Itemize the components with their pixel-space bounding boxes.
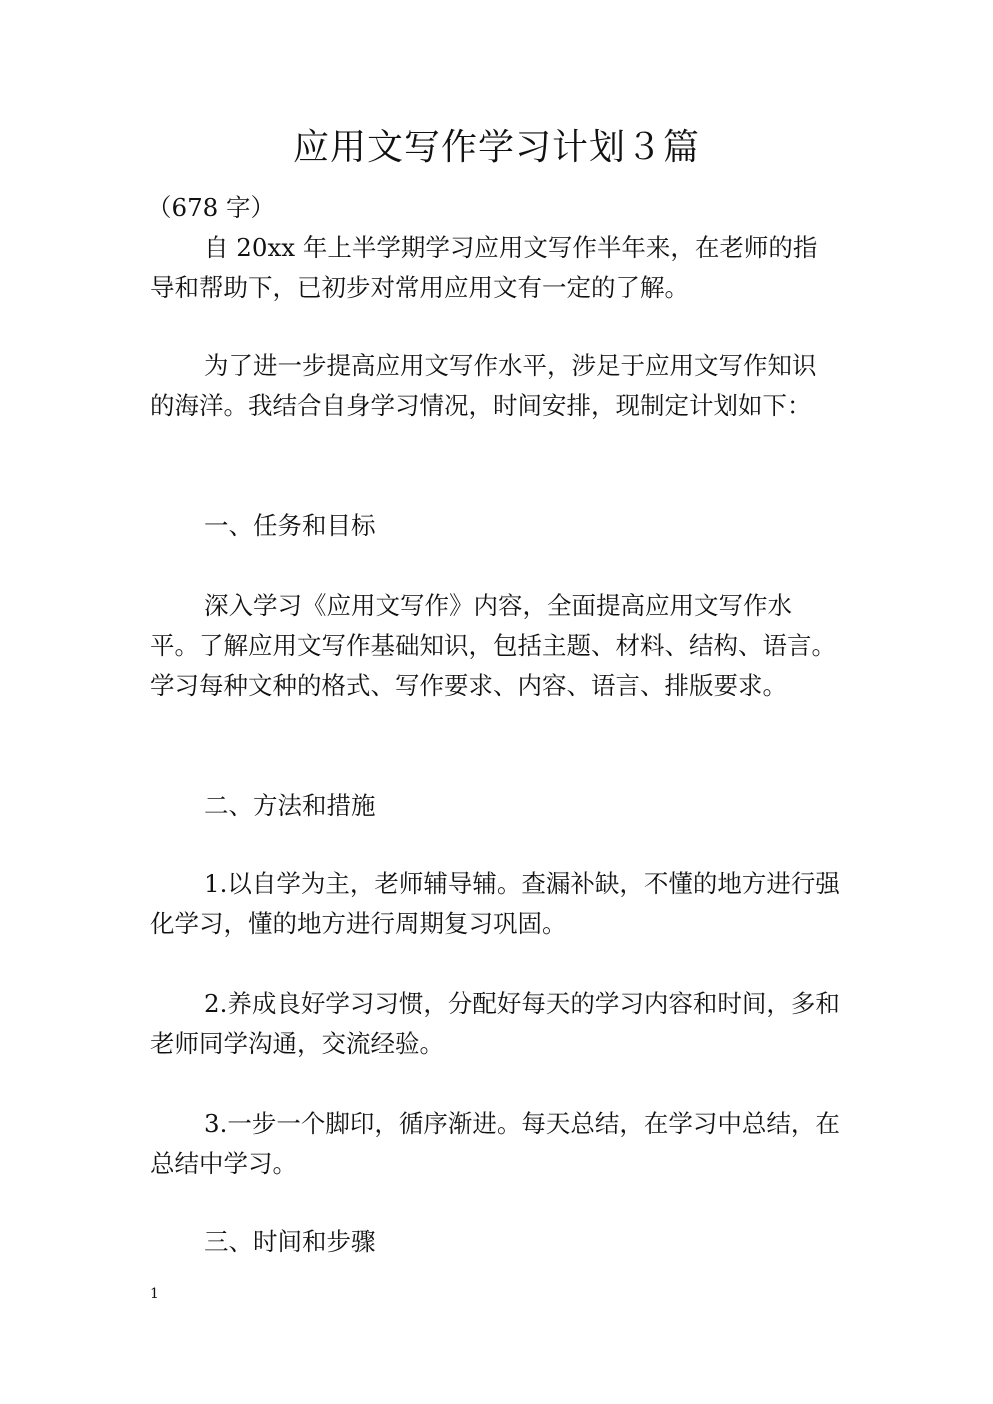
page-number: 1	[150, 1286, 159, 1302]
method-item-2: 2.养成良好学习习惯，分配好每天的学习内容和时间，多和老师同学沟通，交流经验。	[150, 989, 840, 1058]
paragraph-intro: 自 20xx 年上半学期学习应用文写作半年来，在老师的指导和帮助下，已初步对常用应用文有一定的了解。	[150, 233, 818, 302]
paragraph-goals: 深入学习《应用文写作》内容，全面提高应用文写作水平。了解应用文写作基础知识，包括主题、材料、结构、语言。学习每种文种的格式、写作要求、内容、语言、排版要求。	[150, 591, 836, 700]
section-heading-1: 一、任务和目标	[204, 511, 376, 540]
document-title: 应用文写作学习计划３篇	[292, 127, 700, 168]
section-heading-3: 三、时间和步骤	[204, 1227, 376, 1256]
section-heading-2: 二、方法和措施	[204, 791, 376, 820]
word-count: （678 字）	[147, 193, 276, 222]
method-item-1: 1.以自学为主，老师辅导辅。查漏补缺，不懂的地方进行强化学习，懂的地方进行周期复习巩固。	[150, 869, 840, 938]
paragraph-purpose: 为了进一步提高应用文写作水平，涉足于应用文写作知识的海洋。我结合自身学习情况，时间安排，现制定计划如下：	[150, 351, 817, 420]
method-item-3: 3.一步一个脚印，循序渐进。每天总结，在学习中总结，在总结中学习。	[150, 1109, 840, 1178]
